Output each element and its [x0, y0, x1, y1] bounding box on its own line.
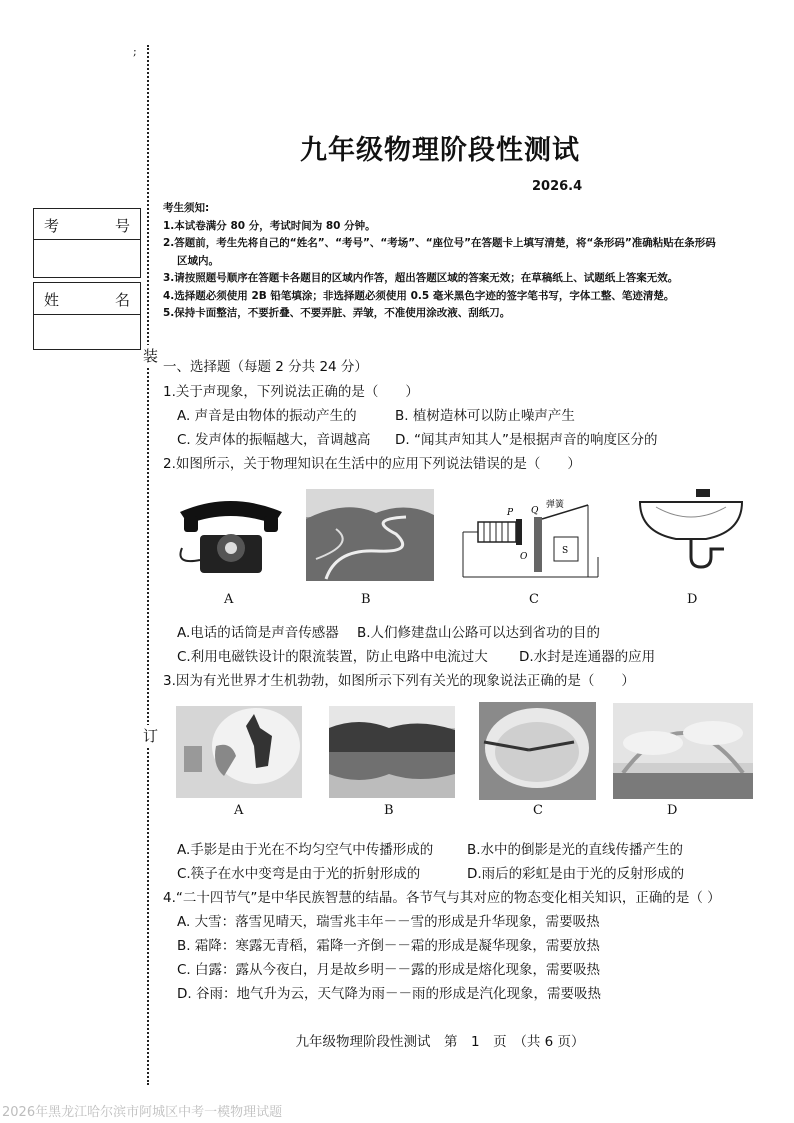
- q3-option-c: C.筷子在水中变弯是由于光的折射形成的: [177, 866, 421, 882]
- q3-caption-b: B: [384, 803, 394, 818]
- notice-item: 3.请按照题号顺序在答题卡各题目的区域内作答，超出答题区域的答案无效；在草稿纸上、试题纸上答案无效。: [163, 272, 679, 284]
- section-heading: 一、选择题（每题 2 分共 24 分）: [163, 359, 368, 375]
- electromagnet-diagram: [458, 497, 608, 587]
- mountain-road-image: [306, 489, 434, 581]
- label-p: P: [507, 508, 514, 518]
- q4-option-d: D. 谷雨：地气升为云，天气降为雨－－雨的形成是汽化现象，需要吸热: [177, 986, 601, 1002]
- name-box: [33, 282, 141, 350]
- notice-item: 区域内。: [177, 254, 219, 267]
- q2-option-a: A.电话的话筒是声音传感器: [177, 625, 339, 641]
- notice-item: 1.本试卷满分 80 分，考试时间为 80 分钟。: [163, 219, 376, 232]
- q1-stem: 1.关于声现象，下列说法正确的是（ ）: [163, 384, 419, 400]
- q2-caption-c: C: [529, 592, 539, 607]
- label-o: O: [520, 552, 528, 562]
- label-s: S: [562, 546, 569, 556]
- chopsticks-in-water-image: [479, 702, 596, 800]
- q1-option-c: C. 发声体的振幅越大，音调越高: [177, 432, 371, 448]
- q3-option-a: A.手影是由于光在不均匀空气中传播形成的: [177, 842, 434, 858]
- q2-caption-a: A: [224, 592, 234, 607]
- q2-caption-b: B: [361, 592, 371, 607]
- hand-shadow-image: [176, 706, 302, 798]
- page-footer: 九年级物理阶段性测试 第 1 页 （共 6 页）: [295, 1034, 585, 1050]
- q1-option-b: B. 植树造林可以防止噪声产生: [395, 408, 575, 424]
- lake-reflection-image: [329, 706, 455, 798]
- watermark: 2026年黑龙江哈尔滨市阿城区中考一模物理试题: [2, 1105, 283, 1120]
- q3-caption-c: C: [533, 803, 543, 818]
- notice-item: 2.答题前，考生先将自己的“姓名”、“考号”、“考场”、“座位号”在答题卡上填写清楚，将“条形码”准确粘贴在条形码: [163, 237, 716, 249]
- notice-item: 4.选择题必须使用 2B 铅笔填涂；非选择题必须使用 0.5 毫米黑色字迹的签字笔书写，字体工整、笔迹清楚。: [163, 289, 675, 302]
- notice-item: 5.保持卡面整洁，不要折叠、不要弄脏、弄皱，不准使用涂改液、刮纸刀。: [163, 307, 511, 319]
- label-q: Q: [531, 506, 539, 516]
- exam-number-label-right: 号: [114, 217, 130, 235]
- notice-heading: 考生须知:: [163, 202, 210, 214]
- q3-caption-d: D: [667, 803, 678, 818]
- name-label-right: 名: [114, 291, 130, 309]
- q3-stem: 3.因为有光世界才生机勃勃，如图所示下列有关光的现象说法正确的是（ ）: [163, 673, 635, 689]
- q3-caption-a: A: [234, 803, 244, 818]
- q4-option-a: A. 大雪：落雪见晴天，瑞雪兆丰年－－雪的形成是升华现象，需要吸热: [177, 914, 600, 930]
- q2-caption-d: D: [687, 592, 698, 607]
- label-spring: 弹簧: [546, 500, 565, 510]
- sink-image: [636, 487, 746, 582]
- q3-option-b: B.水中的倒影是光的直线传播产生的: [467, 842, 684, 858]
- binding-line: [147, 45, 149, 1085]
- page-title: 九年级物理阶段性测试: [300, 135, 580, 166]
- exam-number-label-left: 考: [44, 217, 60, 235]
- q2-option-d: D.水封是连通器的应用: [519, 649, 656, 665]
- q4-option-b: B. 霜降：寒露无青稻，霜降一齐倒－－霜的形成是凝华现象，需要放热: [177, 938, 600, 954]
- q2-option-c: C.利用电磁铁设计的限流装置，防止电路中电流过大: [177, 649, 488, 665]
- binding-mark-ding: 订: [143, 727, 159, 745]
- q2-stem: 2.如图所示，关于物理知识在生活中的应用下列说法错误的是（ ）: [163, 456, 581, 472]
- q1-option-a: A. 声音是由物体的振动产生的: [177, 408, 357, 424]
- corner-mark: ;: [133, 45, 137, 58]
- q2-option-b: B.人们修建盘山公路可以达到省功的目的: [357, 625, 601, 641]
- name-label-left: 姓: [44, 291, 60, 309]
- telephone-image: [170, 490, 290, 580]
- rainbow-image: [613, 703, 753, 799]
- q4-stem: 4.“二十四节气”是中华民族智慧的结晶。各节气与其对应的物态变化相关知识，正确的是（ ）: [163, 890, 721, 906]
- q3-option-d: D.雨后的彩虹是由于光的反射形成的: [467, 866, 685, 882]
- binding-mark-zhuang: 装: [143, 347, 159, 365]
- q1-option-d: D. “闻其声知其人”是根据声音的响度区分的: [395, 432, 658, 448]
- exam-number-box: [33, 208, 141, 278]
- exam-notice: [163, 200, 763, 323]
- exam-date: 2026.4: [532, 179, 583, 194]
- q4-option-c: C. 白露：露从今夜白，月是故乡明－－露的形成是熔化现象，需要吸热: [177, 962, 601, 978]
